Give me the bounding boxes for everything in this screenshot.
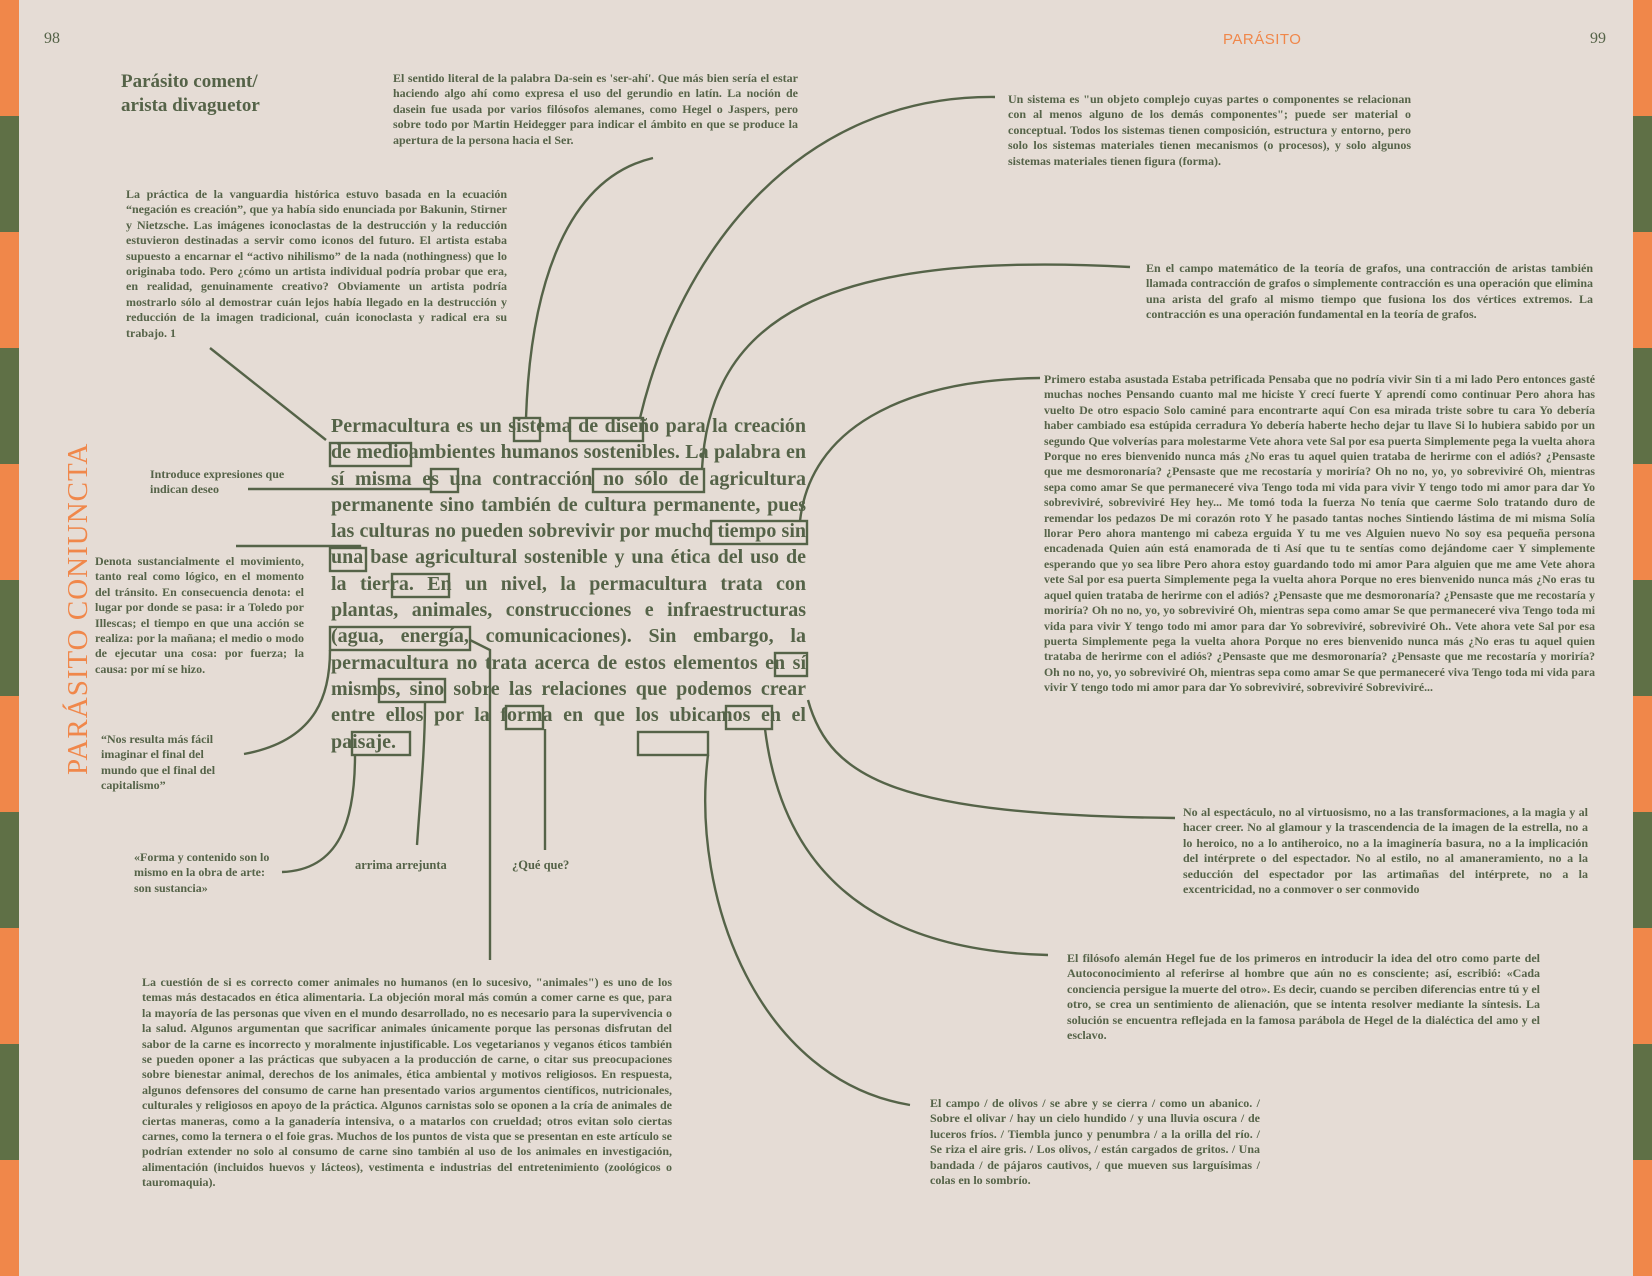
page-number-right: 99 [1590,30,1606,47]
note-animales: La cuestión de si es correcto comer animales no humanos (en lo sucesivo, "animales") es uno de los temas más destacados en ética alimentaria. La objeción moral más común a comer carne es que, para la mayoría de las personas que viven en el mundo desarrollado, no es necesario para la supervivencia o la salud. Algunos argumentan que sacrificar animales únicamente porque las personas disfrutan del sabor de la carne es incorrecto y moralmente injustificable. Los vegetarianos y veganos éticos también se pueden oponer a las prácticas que subyacen a la producción de carne, o citar sus preocupaciones sobre bienestar animal, derechos de los animales, ética ambiental y motivos religiosos. En respuesta, algunos defensores del consumo de carne han presentado varios argumentos científicos, nutricionales, culturales y religiosos en apoyo de la práctica. Algunos carnistas solo se oponen a la cría de animales de ciertas maneras, como a la ganadería intensiva, o a matarlos con crueldad; otros evitan solo ciertas carnes, como la ternera o el foie gras. Muchos de los puntos de vista que se presentan en este artículo se podrían extender no solo al consumo de carne sino también al uso de los animales en investigación, alimentación (incluidos huevos y lácteos), vestimenta e industrias del entretenimiento (zoológicos o tauromaquia). [142,975,672,1190]
page-number-left: 98 [44,30,60,47]
note-sobrevivire: Primero estaba asustada Estaba petrificada Pensaba que no podría vivir Sin ti a mi lado Pero entonces gasté muchas noches Pensando cuanto mal me hiciste Y crecí fuerte Y aprendí como continuar Pero ahora has vuelto De otro espacio Solo caminé para encontrarte aquí Con esa mirada triste sobre tu cara Yo debería haber cambiado esa estúpida cerradura Yo debería haberte hecho dejar tu llave Si lo hubiera sabido por un segundo Que volverías para molestarme Vete ahora vete Sal por esa puerta Simplemente pega la vuelta ahora Porque no eres bienvenido nunca más ¿No eras tu aquel quien trataba de herirme con el adiós? ¿Pensaste que me desmoronaría? ¿Pensaste que me recostaría y moriría? Oh no no, yo, yo sobreviviré Oh, mientras sepa como amar Se que permaneceré viva Tengo toda mi vida para vivir Y tengo todo mi amor para dar Yo sobreviviré, sobreviviré Hey hey... Me tomó toda la fuerza No tenía que caerme Solo tratando duro de remendar los pedazos De mi corazón roto Y he pasado tantas noches Sintiendo lástima de mi misma Solía llorar Pero ahora mantengo mi cabeza erguida Y tu me ves Alguien nuevo No soy esa pequeña persona encadenada Quien aún está enamorada de ti Así que tu te sentías como dejándome caer Y simplemente esperando que yo sea libre Pero ahora estoy guardando todo mi amor Para alguien que me ame Vete ahora vete Sal por esa puerta Simplemente pega la vuelta ahora Porque no eres bienvenido nunca más ¿No eras tu aquel quien trataba de herirme con el adiós? ¿Pensaste que me desmoronaría? ¿Pensaste que me recostaría y moriría? Oh no no, yo, yo sobreviviré Oh, mientras sepa como amar Se que permaneceré viva Tengo toda mi vida para vivir Y tengo todo mi amor para dar Yo sobreviviré, sobreviviré Oh.. Vete ahora vete Sal por esa puerta Simplemente pega la vuelta ahora Porque no eres bienvenido nunca más ¿No eras tu aquel quien trataba de herirme con el adiós? ¿Pensaste que me desmoronaría? ¿Pensaste que me recostaría y moriría? Oh no no, yo, yo sobreviviré Oh, mientras sepa como amar Se que permaneceré viva Tengo toda mi vida para vivir Y tengo todo mi amor para dar Yo sobreviviré, sobreviviré Sobreviviré... [1044,372,1595,695]
note-que: ¿Qué que? [512,858,570,872]
line-hegel [765,729,1048,955]
note-olivos: El campo / de olivos / se abre y se cierra / como un abanico. / Sobre el olivar / hay un cielo hundido / y una lluvia oscura / de luceros fríos. / Tiembla junco y penumbra / a la orilla del río. / Se riza el aire gris. / Los olivos, / están cargados de gritos. / Una bandada / de pájaros cautivos, / que mueven sus larguísimas / colas en lo sombrío. [930,1096,1260,1188]
note-forma: «Forma y contenido son lo mismo en la obra de arte: son sustancia» [134,850,270,895]
note-vanguardia: La práctica de la vanguardia histórica estuvo basada en la ecuación “negación es creación”, que ya había sido enunciada por Bakunin, Stirner y Nietzsche. Las imágenes iconoclastas de la destrucción y la reducción estuvieron destinadas a servir como iconos del futuro. El artista estaba supuesto a encarnar el “activo nihilismo” de la nada (nothingness) que lo originaba todo. Pero ¿cómo un artista individual podría probar que era, en realidad, genuinamente creativo? Obviamente un artista podría mostrarlo sólo al demostrar cuán lejos había llegado en la destrucción y reducción de la imagen tradicional, cuán iconoclasta y radical era su trabajo. 1 [126,187,507,340]
line-dasein [526,158,653,418]
right-edge-stripes [1633,0,1652,1276]
line-forma [282,755,355,872]
note-hegel: El filósofo alemán Hegel fue de los primeros en introducir la idea del otro como parte del Autoconocimiento al referirse al hombre que aún no es consciente; así, escribió: «Cada conciencia persigue la muerte del otro». Es decir, cuando se perciben diferencias entre tú y el otro, se crea un sentimiento de alienación, que se intenta resolver mediante la síntesis. La solución se encuentra reflejada en la famosa parábola de Hegel de la dialéctica del amo y el esclavo. [1067,951,1540,1043]
note-dasein: El sentido literal de la palabra Da-sein es 'ser-ahí'. Que más bien sería el estar haciendo algo ahí como expresa el uso del gerundio en latín. La noción de dasein fue usada por varios filósofos alemanes, como Hegel o Jaspers, pero sobre todo por Martin Heidegger para indicar el ámbito en que se produce la apertura de la persona hacia el Ser. [393,71,798,147]
note-deseo: Introduce expresiones que indican deseo [150,467,285,497]
vertical-title: PARÁSITO CONIUNCTA [62,442,94,775]
note-capitalismo: “Nos resulta más fácil imaginar el final del mundo que el final del capitalismo” [101,732,216,793]
title-line-2: arista divaguetor [121,95,260,116]
note-grafos: En el campo matemático de la teoría de grafos, una contracción de aristas también llamada contracción de grafos o simplemente contracción es una operación que elimina una arista del grafo al mismo tiempo que fusiona los dos vértices extremos. La contracción es una operación fundamental en la teoría de grafos. [1146,261,1593,322]
line-espectaculo [808,700,1175,818]
line-olivos [705,755,910,1105]
note-sistema: Un sistema es "un objeto complejo cuyas partes o componentes se relacionan con al menos alguno de los demás componentes"; puede ser material o conceptual. Todos los sistemas tienen composición, estructura y entorno, pero solo los sistemas materiales tienen mecanismos (o procesos), y solo algunos sistemas materiales tienen figura (forma). [1008,92,1411,168]
note-espectaculo: No al espectáculo, no al virtuosismo, no a las transformaciones, a la magia y al hacer creer. No al glamour y la trascendencia de la imagen de la estrella, no a lo heroico, no a lo antiheroico, no a la imaginería basura, no a la implicación del intérprete o del espectador. No al estilo, no al amaneramiento, no a la seducción del espectador por las artimañas del intérprete, no a la excentricidad, no a conmover o ser conmovido [1183,805,1588,897]
line-sobrevivir [800,378,1040,521]
line-vanguardia [210,348,326,440]
title-line-1: Parásito coment/ [121,71,258,92]
main-paragraph: Permacultura es un sistema de diseño para la creación de medioambientes humanos sostenibles. La palabra en sí misma es una contracción no sólo de agricultura permanente sino también de cultura permanente, pues las culturas no pueden sobrevivir por mucho tiempo sin una base agricultural sostenible y una ética del uso de la tierra. En un nivel, la permacultura trata con plantas, animales, construcciones e infraestructuras (agua, energía, comunicaciones). Sin embargo, la permacultura no trata acerca de estos elementos en sí mismos, sino sobre las relaciones que podemos crear entre ellos por la forma en que los ubicamos en el paisaje. [331,415,806,753]
note-acerca: arrima arrejunta [355,858,447,872]
note-por: Denota sustancialmente el movimiento, tanto real como lógico, en el momento del tránsito. En consecuencia denota: el lugar por donde se pasa: ir a Toledo por Illescas; el tiempo en que una acción se realiza: por la mañana; el medio o modo de ejecutar una cosa: por fuerza; la causa: por mí se hizo. [95,554,304,676]
page-title [121,70,321,118]
running-head: PARÁSITO [1223,31,1302,48]
left-edge-stripes [0,0,19,1276]
